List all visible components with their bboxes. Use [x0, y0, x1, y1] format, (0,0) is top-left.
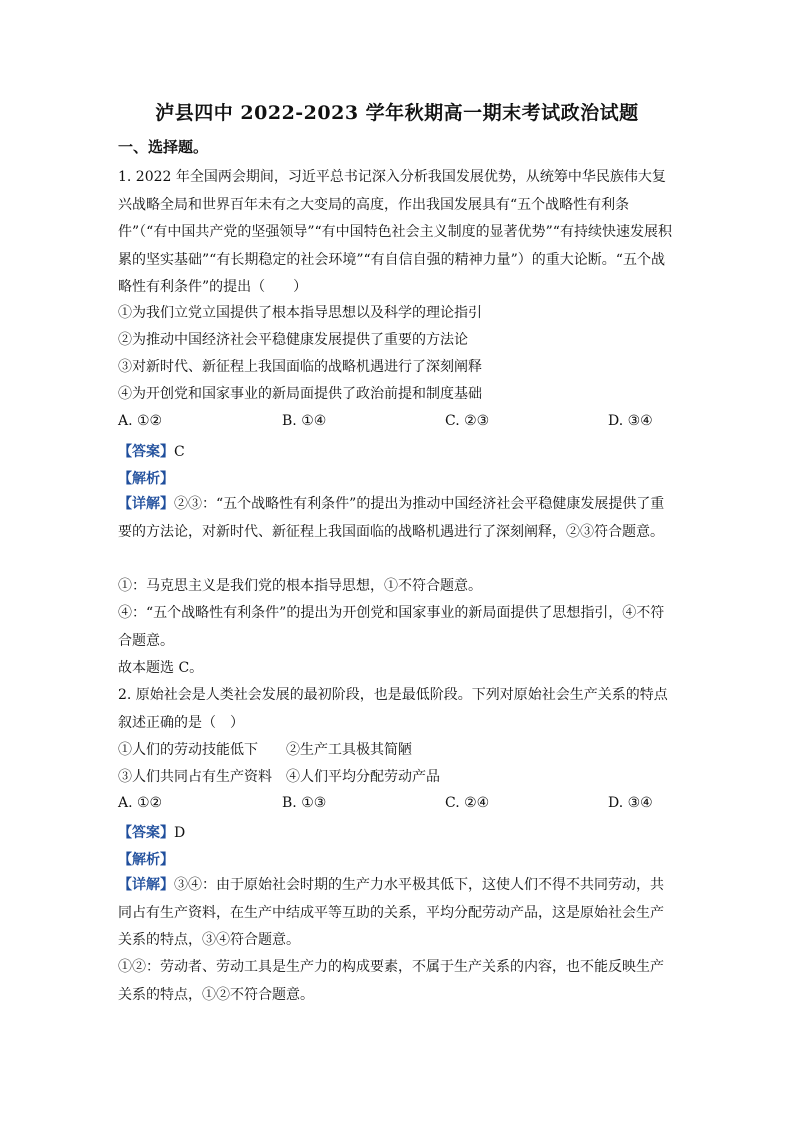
q1-note-1: ①：马克思主义是我们党的根本指导思想，①不符合题意。: [118, 578, 482, 594]
q1-note-2: ④：“五个战略性有利条件”的提出为开创党和国家事业的新局面提供了思想指引，④不符合题意。: [118, 605, 665, 649]
section-heading: 一、选择题。: [118, 138, 209, 156]
q2-answer: [118, 822, 185, 842]
q1-option-b: B. ①④: [282, 413, 327, 429]
q1-stem: 1. 2022 年全国两会期间，习近平总书记深入分析我国发展优势，从统筹中华民族伟大复兴战略全局和世界百年未有之大变局的高度，作出我国发展具有“五个战略性有利条件”（“有中国共产党的坚强领导”“有中国特色社会主义制度的显著优势”“有持续快速发展积累的坚实基础”“有长期稳定的社会环境”“有自信自强的精神力量”）的重大论断。“五个战略性有利条件”的提出（ ）: [118, 169, 672, 295]
q2-item-1: ①人们的劳动技能低下 ②生产工具极其简陋: [118, 742, 412, 758]
q1-option-d: D. ③④: [608, 413, 653, 429]
q1-item-1: ①为我们立党立国提供了根本指导思想以及科学的理论指引: [118, 305, 482, 321]
answer-value: C: [174, 444, 185, 460]
detail-tag: 【详解】: [118, 496, 174, 512]
q1-options: [118, 413, 678, 437]
answer-tag: 【答案】: [118, 444, 174, 460]
q2-option-d: D. ③④: [608, 795, 653, 811]
q1-option-c: C. ②③: [445, 413, 490, 429]
page-title: 泸县四中 2022-2023 学年秋期高一期末考试政治试题: [155, 102, 639, 124]
q2-detail: [118, 872, 674, 955]
q2-stem: 2. 原始社会是人类社会发展的最初阶段，也是最低阶段。下列对原始社会生产关系的特点叙述正确的是（ ）: [118, 687, 668, 731]
q1-analysis: [118, 468, 174, 488]
q1-item-2: ②为推动中国经济社会平稳健康发展提供了重要的方法论: [118, 332, 468, 348]
detail-text: ②③：“五个战略性有利条件”的提出为推动中国经济社会平稳健康发展提供了重要的方法论，对新时代、新征程上我国面临的战略机遇进行了深刻阐释，②③符合题意。: [118, 496, 665, 540]
q1-note-3: 故本题选 C。: [118, 660, 204, 676]
analysis-tag: 【解析】: [118, 471, 174, 487]
analysis-tag: 【解析】: [118, 852, 174, 868]
q2-options: [118, 795, 678, 819]
q2-option-c: C. ②④: [445, 795, 490, 811]
q1-item-4: ④为开创党和国家事业的新局面提供了政治前提和制度基础: [118, 386, 482, 402]
q2-analysis: [118, 849, 174, 869]
answer-tag: 【答案】: [118, 825, 174, 841]
q1-option-a: A. ①②: [118, 413, 163, 429]
q2-note-1: ①②：劳动者、劳动工具是生产力的构成要素，不属于生产关系的内容，也不能反映生产关系的特点，①②不符合题意。: [118, 959, 664, 1003]
q2-option-b: B. ①③: [282, 795, 327, 811]
detail-text: ③④：由于原始社会时期的生产力水平极其低下，这使人们不得不共同劳动，共同占有生产资料，在生产中结成平等互助的关系，平均分配劳动产品，这是原始社会生产关系的特点，③④符合题意。: [118, 877, 664, 948]
q1-answer: [118, 441, 185, 461]
detail-tag: 【详解】: [118, 877, 174, 893]
q2-option-a: A. ①②: [118, 795, 163, 811]
answer-value: D: [174, 825, 186, 841]
q1-item-3: ③对新时代、新征程上我国面临的战略机遇进行了深刻阐释: [118, 359, 482, 375]
q1-detail: [118, 491, 674, 546]
q2-item-2: ③人们共同占有生产资料 ④人们平均分配劳动产品: [118, 769, 440, 785]
